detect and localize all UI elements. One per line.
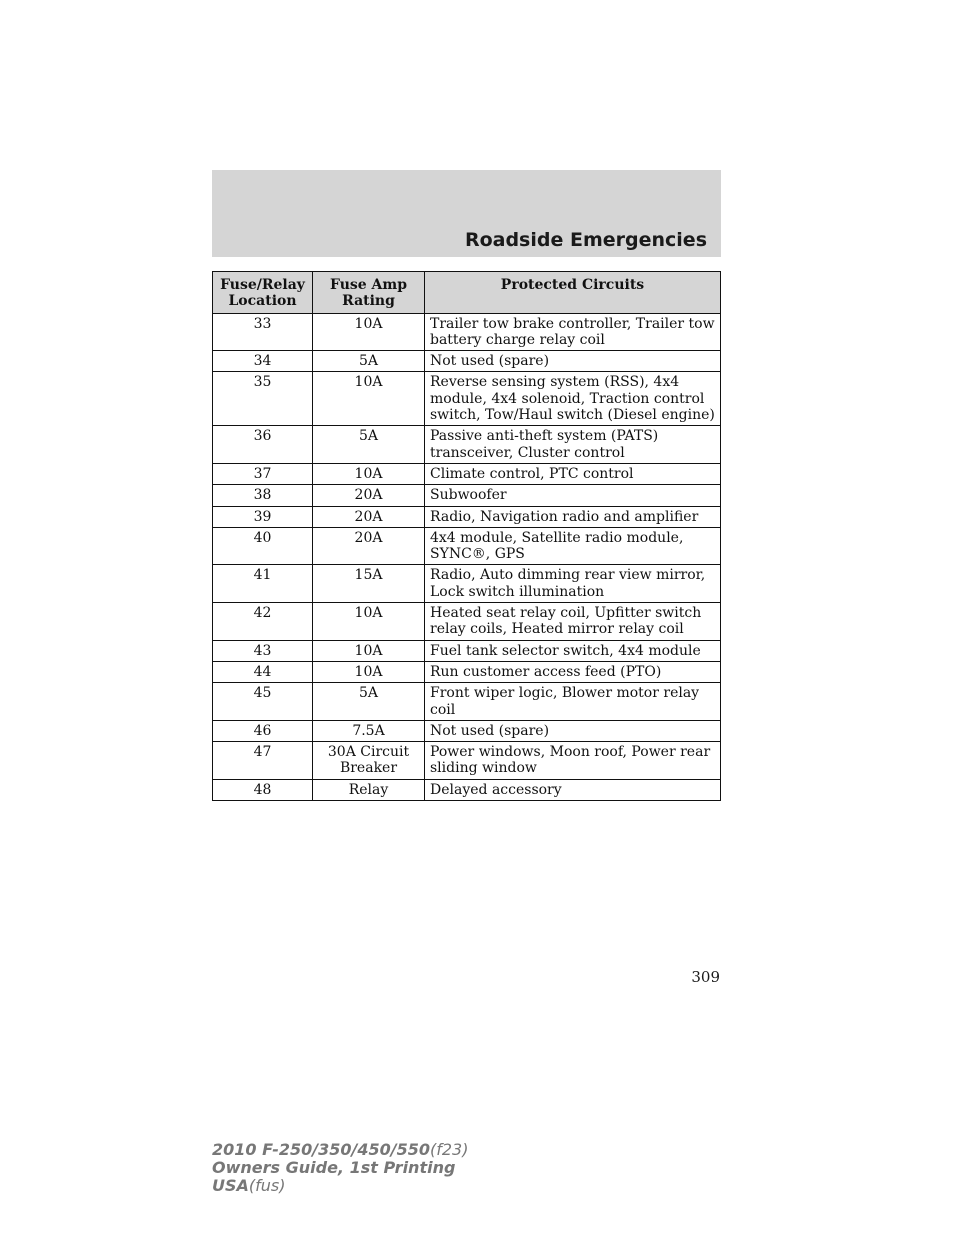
page-number: 309	[691, 968, 720, 986]
table-row	[213, 313, 721, 351]
cell-amp: 20A	[313, 506, 425, 527]
table-row	[213, 527, 721, 565]
table-row	[213, 485, 721, 506]
cell-location: 44	[213, 661, 313, 682]
cell-location: 42	[213, 603, 313, 641]
footer-model: 2010 F-250/350/450/550	[212, 1140, 430, 1159]
cell-amp: 10A	[313, 463, 425, 484]
cell-circuits: Subwoofer	[425, 485, 721, 506]
cell-circuits: Run customer access feed (PTO)	[425, 661, 721, 682]
cell-circuits: Radio, Auto dimming rear view mirror, Lock switch illumination	[425, 565, 721, 603]
cell-location: 46	[213, 720, 313, 741]
cell-circuits: Reverse sensing system (RSS), 4x4 module, 4x4 solenoid, Traction control switch, Tow/Haul switch (Diesel engine)	[425, 372, 721, 426]
table-row	[213, 463, 721, 484]
cell-location: 47	[213, 742, 313, 780]
cell-circuits: Trailer tow brake controller, Trailer tow battery charge relay coil	[425, 313, 721, 351]
cell-circuits: Power windows, Moon roof, Power rear sliding window	[425, 742, 721, 780]
cell-circuits: Passive anti-theft system (PATS) transceiver, Cluster control	[425, 426, 721, 464]
cell-amp: 10A	[313, 640, 425, 661]
footer-model-code: (f23)	[430, 1140, 469, 1159]
table-row	[213, 779, 721, 800]
cell-amp: 30A Circuit Breaker	[313, 742, 425, 780]
table-row	[213, 351, 721, 372]
cell-amp: 10A	[313, 603, 425, 641]
cell-location: 41	[213, 565, 313, 603]
cell-circuits: Heated seat relay coil, Upfitter switch relay coils, Heated mirror relay coil	[425, 603, 721, 641]
cell-circuits: Not used (spare)	[425, 351, 721, 372]
cell-location: 40	[213, 527, 313, 565]
cell-circuits: Radio, Navigation radio and amplifier	[425, 506, 721, 527]
print-footer	[212, 1141, 468, 1195]
cell-amp: 5A	[313, 683, 425, 721]
cell-circuits: Front wiper logic, Blower motor relay coil	[425, 683, 721, 721]
cell-location: 45	[213, 683, 313, 721]
footer-market-code: (fus)	[248, 1176, 286, 1195]
cell-circuits: 4x4 module, Satellite radio module, SYNC®, GPS	[425, 527, 721, 565]
cell-location: 43	[213, 640, 313, 661]
cell-circuits: Not used (spare)	[425, 720, 721, 741]
cell-location: 39	[213, 506, 313, 527]
table-row	[213, 683, 721, 721]
table-row	[213, 720, 721, 741]
section-title: Roadside Emergencies	[464, 229, 707, 251]
cell-amp: 10A	[313, 313, 425, 351]
table-row	[213, 506, 721, 527]
table-header-row	[213, 272, 721, 314]
footer-line-3	[212, 1177, 468, 1195]
cell-location: 33	[213, 313, 313, 351]
cell-amp: 5A	[313, 426, 425, 464]
cell-amp: 10A	[313, 372, 425, 426]
cell-amp: 15A	[313, 565, 425, 603]
footer-line-2: Owners Guide, 1st Printing	[212, 1158, 456, 1177]
table-row	[213, 603, 721, 641]
footer-market: USA	[212, 1176, 249, 1195]
cell-amp: 5A	[313, 351, 425, 372]
cell-amp: Relay	[313, 779, 425, 800]
table-row	[213, 742, 721, 780]
table-row	[213, 661, 721, 682]
section-header-bar	[212, 170, 721, 257]
cell-location: 35	[213, 372, 313, 426]
column-header-location: Fuse/Relay Location	[213, 272, 313, 314]
cell-amp: 7.5A	[313, 720, 425, 741]
column-header-circuits: Protected Circuits	[425, 272, 721, 314]
cell-location: 36	[213, 426, 313, 464]
cell-circuits: Climate control, PTC control	[425, 463, 721, 484]
cell-amp: 10A	[313, 661, 425, 682]
cell-circuits: Fuel tank selector switch, 4x4 module	[425, 640, 721, 661]
table-row	[213, 640, 721, 661]
table-row	[213, 372, 721, 426]
table-row	[213, 426, 721, 464]
fuse-table	[212, 271, 721, 801]
footer-line-1	[212, 1141, 468, 1159]
cell-location: 48	[213, 779, 313, 800]
cell-location: 37	[213, 463, 313, 484]
cell-location: 34	[213, 351, 313, 372]
table-row	[213, 565, 721, 603]
cell-location: 38	[213, 485, 313, 506]
cell-circuits: Delayed accessory	[425, 779, 721, 800]
cell-amp: 20A	[313, 527, 425, 565]
cell-amp: 20A	[313, 485, 425, 506]
column-header-amp: Fuse Amp Rating	[313, 272, 425, 314]
